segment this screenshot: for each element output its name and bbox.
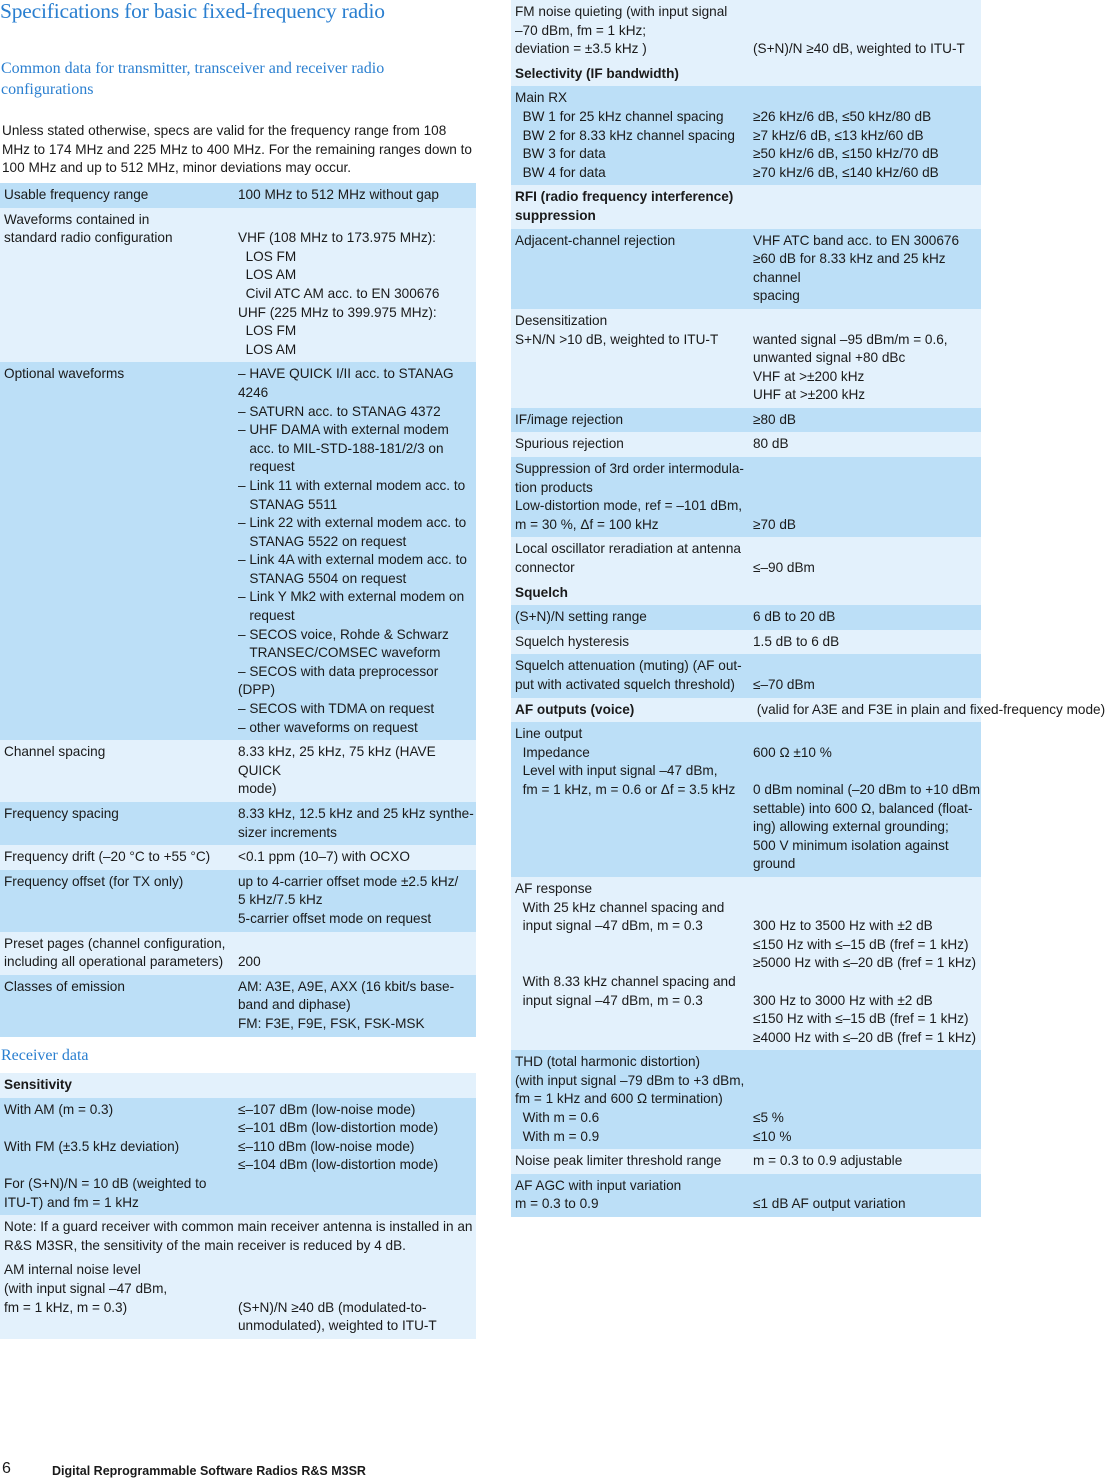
- spec-label: IF/image rejection: [515, 411, 624, 427]
- spec-row: [511, 630, 981, 655]
- receiver-data-table: [0, 1073, 476, 1339]
- spec-row: [511, 877, 981, 1050]
- spec-value: – HAVE QUICK I/II acc. to STANAG 4246 – SATURN acc. to STANAG 4372 – UHF DAMA with external modem acc. to MIL-STD-188-181/2/3 on request – Link 11 with external modem acc. to STANAG 5511 – Link 22 with external modem acc. to STANAG 5522 on request – Link 4A with external modem acc. to STANAG 5504 on request – Link Y Mk2 with external modem on request – SECOS voice, Rohde & Schwarz TRANSEC/COMSEC waveform – SECOS with data preprocessor (DPP) – SECOS with TDMA on request – other waveforms on request: [238, 366, 467, 735]
- spec-label: Suppression of 3rd order intermodula- tion products Low-distortion mode, ref = –101 dBm, m = 30 %, Δf = 100 kHz: [515, 461, 744, 532]
- spec-value: ≤5 % ≤10 %: [753, 1110, 792, 1144]
- spec-value: VHF ATC band acc. to EN 300676 ≥60 dB for 8.33 kHz and 25 kHz channel spacing: [753, 232, 960, 304]
- spec-label: Classes of emission: [4, 978, 125, 994]
- spec-row: [511, 722, 981, 877]
- spec-label: Line output Impedance Level with input signal –47 dBm, fm = 1 kHz, m = 0.6 or Δf = 3.5 kHz: [515, 726, 736, 797]
- spec-label: Local oscillator reradiation at antenna connector: [515, 541, 741, 576]
- spec-value: ≤1 dB AF output variation: [753, 1196, 906, 1212]
- spec-label: Desensitization S+N/N >10 dB, weighted to ITU-T: [515, 312, 719, 347]
- spec-value: ≥26 kHz/6 dB, ≤50 kHz/80 dB ≥7 kHz/6 dB, ≤13 kHz/60 dB ≥50 kHz/6 dB, ≤150 kHz/70 dB ≥70 kHz/6 dB, ≤140 kHz/60 dB: [753, 108, 939, 180]
- receiver-data-heading: Receiver data: [1, 1047, 89, 1064]
- spec-label: AF AGC with input variation m = 0.3 to 0.9: [515, 1177, 682, 1212]
- spec-row: [511, 605, 981, 630]
- spec-value: ≥70 dB: [753, 516, 796, 532]
- section-title: RFI (radio frequency interference) suppression: [515, 189, 738, 223]
- spec-value: 200: [238, 954, 261, 970]
- spec-label: Frequency drift (–20 °C to +55 °C): [4, 849, 211, 865]
- spec-label: Waveforms contained in standard radio configuration: [4, 211, 173, 246]
- section-header-row: [511, 698, 1105, 723]
- section-header-row: [511, 581, 981, 606]
- section-subtitle: (valid for A3E and F3E in plain and fixed-frequency mode): [753, 701, 1105, 717]
- spec-row: [511, 1149, 981, 1174]
- section-title: Sensitivity: [4, 1077, 72, 1092]
- spec-value: ≤–70 dBm: [753, 677, 815, 692]
- spec-value: ≤–107 dBm (low-noise mode) ≤–101 dBm (low-distortion mode) ≤–110 dBm (low-noise mode) ≤–104 dBm (low-distortion mode): [238, 1101, 439, 1173]
- spec-value: 1.5 dB to 6 dB: [753, 633, 840, 649]
- spec-row: [511, 229, 981, 309]
- spec-label: AF response With 25 kHz channel spacing and input signal –47 dBm, m = 0.3 With 8.33 kHz channel spacing and input signal –47 dBm, m = 0.3: [515, 880, 736, 1008]
- spec-value: ≥80 dB: [753, 411, 796, 427]
- spec-value: up to 4-carrier offset mode ±2.5 kHz/ 5 kHz/7.5 kHz 5-carrier offset mode on request: [238, 873, 459, 926]
- spec-value: 80 dB: [753, 436, 789, 452]
- spec-row: [0, 362, 476, 740]
- spec-row: [0, 845, 476, 870]
- spec-label: Frequency offset (for TX only): [4, 873, 184, 889]
- spec-label: Adjacent-channel rejection: [515, 232, 676, 248]
- spec-label: FM noise quieting (with input signal –70 dBm, fm = 1 kHz; deviation = ±3.5 kHz ): [515, 4, 728, 57]
- page-title: Specifications for basic fixed-frequency radio: [0, 0, 385, 23]
- spec-label: Optional waveforms: [4, 366, 125, 382]
- spec-row: [0, 208, 476, 363]
- spec-value: 8.33 kHz, 12.5 kHz and 25 kHz synthe- sizer increments: [238, 806, 474, 840]
- intro-paragraph: Unless stated otherwise, specs are valid for the frequency range from 108 MHz to 174 MHz and 225 MHz to 400 MHz. For the remaining ranges down to 100 MHz and up to 512 MHz, minor deviations may occur.: [2, 123, 472, 175]
- spec-row: [511, 309, 981, 408]
- note-text: Note: If a guard receiver with common main receiver antenna is installed in an R&S M3SR, the sensitivity of the main receiver is reduced by 4 dB.: [4, 1219, 477, 1253]
- spec-label: Frequency spacing: [4, 806, 119, 821]
- note-row: [0, 1215, 476, 1258]
- footer-title: Digital Reprogrammable Software Radios R&S M3SR: [52, 1464, 366, 1478]
- spec-row: [511, 1050, 981, 1149]
- spec-label: THD (total harmonic distortion) (with input signal –79 dBm to +3 dBm, fm = 1 kHz and 600 Ω termination) With m = 0.6 With m = 0.9: [515, 1054, 745, 1144]
- spec-label: Usable frequency range: [4, 187, 149, 202]
- spec-row: [511, 86, 981, 185]
- spec-value: VHF (108 MHz to 173.975 MHz): LOS FM LOS AM Civil ATC AM acc. to EN 300676 UHF (225 MHz to 399.975 MHz): LOS FM LOS AM: [238, 230, 440, 357]
- spec-label: Squelch attenuation (muting) (AF out- put with activated squelch threshold): [515, 658, 742, 692]
- section-title: Selectivity (IF bandwidth): [515, 65, 679, 81]
- spec-value: m = 0.3 to 0.9 adjustable: [753, 1153, 903, 1169]
- spec-row: [511, 654, 981, 697]
- common-data-heading: Common data for transmitter, transceiver and receiver radio configurations: [1, 60, 385, 98]
- spec-label: Spurious rejection: [515, 436, 624, 452]
- spec-value: 6 dB to 20 dB: [753, 609, 836, 625]
- spec-value: 8.33 kHz, 25 kHz, 75 kHz (HAVE QUICK mode): [238, 744, 436, 797]
- section-header-row: [511, 185, 981, 228]
- spec-label: Channel spacing: [4, 744, 106, 760]
- spec-row: [0, 1098, 476, 1216]
- section-header-row: [511, 62, 981, 87]
- spec-row: [0, 802, 476, 845]
- spec-row: [511, 537, 981, 580]
- spec-label: Squelch hysteresis: [515, 633, 630, 649]
- spec-value: 600 Ω ±10 % 0 dBm nominal (–20 dBm to +10 dBm settable) into 600 Ω, balanced (float- ing) allowing external grounding; 500 V minimum isolation against ground: [753, 744, 981, 872]
- spec-row: [511, 457, 981, 537]
- spec-row: [511, 408, 981, 433]
- spec-value: (S+N)/N ≥40 dB, weighted to ITU-T: [753, 41, 965, 57]
- spec-value: wanted signal –95 dBm/m = 0.6, unwanted signal +80 dBc VHF at >±200 kHz UHF at >±200 kHz: [753, 331, 948, 403]
- spec-label: Noise peak limiter threshold range: [515, 1153, 722, 1169]
- spec-label: Main RX BW 1 for 25 kHz channel spacing BW 2 for 8.33 kHz channel spacing BW 3 for data BW 4 for data: [515, 90, 735, 180]
- section-title: AF outputs (voice): [515, 701, 635, 717]
- section-title: Squelch: [515, 584, 568, 600]
- spec-row: [0, 183, 476, 208]
- spec-row: [0, 740, 476, 802]
- spec-row: [511, 0, 981, 62]
- spec-value: AM: A3E, A9E, AXX (16 kbit/s base- band and diphase) FM: F3E, F9E, FSK, FSK-MSK: [238, 978, 455, 1031]
- spec-label: AM internal noise level (with input signal –47 dBm, fm = 1 kHz, m = 0.3): [4, 1262, 168, 1315]
- spec-value: 100 MHz to 512 MHz without gap: [238, 187, 439, 202]
- spec-value: ≤–90 dBm: [753, 560, 815, 576]
- spec-value: <0.1 ppm (10–7) with OCXO: [238, 849, 410, 865]
- spec-label: With AM (m = 0.3) With FM (±3.5 kHz deviation) For (S+N)/N = 10 dB (weighted to ITU-T) and fm = 1 kHz: [4, 1101, 207, 1210]
- receiver-data-table-continued: [511, 0, 1105, 1217]
- spec-value: 300 Hz to 3500 Hz with ±2 dB ≤150 Hz with ≤–15 dB (fref = 1 kHz) ≥5000 Hz with ≤–20 dB (fref = 1 kHz) 300 Hz to 3000 Hz with ±2 dB ≤150 Hz with ≤–15 dB (fref = 1 kHz) ≥4000 Hz with ≤–20 dB (fref = 1 kHz): [753, 918, 977, 1045]
- spec-row: [511, 1174, 981, 1217]
- page-number: 6: [2, 1460, 11, 1477]
- spec-row: [0, 932, 476, 975]
- common-data-table: [0, 183, 476, 1037]
- spec-label: Preset pages (channel configuration, including all operational parameters): [4, 935, 226, 970]
- spec-row: [511, 432, 981, 457]
- spec-row: [0, 1258, 476, 1338]
- spec-row: [0, 870, 476, 932]
- section-header-row: [0, 1073, 476, 1098]
- spec-value: (S+N)/N ≥40 dB (modulated-to- unmodulated), weighted to ITU-T: [238, 1299, 437, 1334]
- spec-label: (S+N)/N setting range: [515, 609, 647, 625]
- spec-row: [0, 975, 476, 1037]
